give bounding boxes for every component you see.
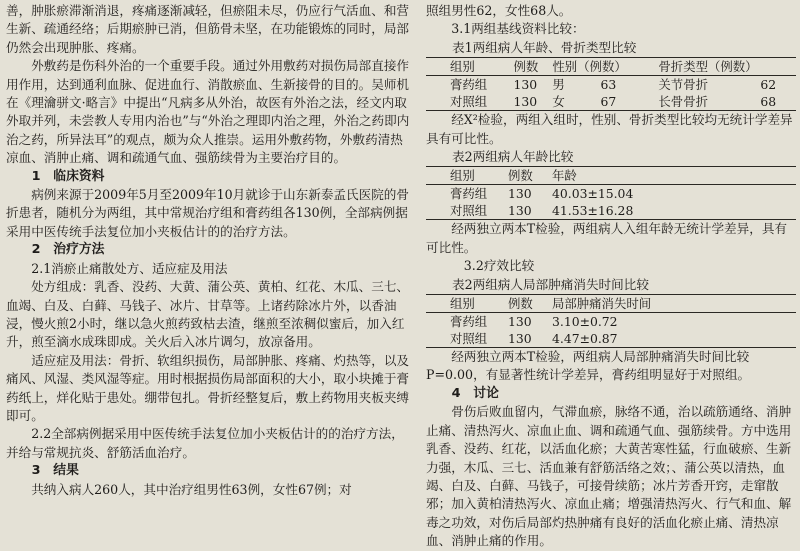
paragraph: 照组男性62，女性68人。 [426,3,572,18]
paragraph: 处方组成：乳香、没药、大黄、蒲公英、黄柏、红花、木瓜、三七、血竭、白及、白藓、马钱子、冰片、甘草等。上诸药除冰片外，以香油浸，慢火煎2小时，继以急火煎药致枯去渣，继煎至浓稠似蜜后，加入红升，煎至滴水成珠即成。关火后入冰片调匀，放凉备用。 [6,279,409,350]
table-row [426,330,796,348]
table-row [426,202,796,220]
table-cell: 关节骨折 [658,77,708,93]
table-cell: 膏药组 [450,77,488,93]
table-title: 表1两组病人年龄、骨折类型比较 [452,39,637,55]
paragraph: 共纳入病人260人，其中治疗组男性63例，女性67例；对 [31,481,352,497]
section-heading: 1 临床资料 [31,168,105,184]
table-cell: 62 [760,77,777,93]
table-header-cell: 组别 [426,295,506,313]
table-cell: 对照组 [450,94,488,110]
table-cell: 40.03±15.04 [552,186,634,202]
table-cell: 4.47±0.87 [552,331,618,347]
table-cell: 膏药组 [450,314,488,330]
table-cell: 3.10±0.72 [552,314,618,330]
table-header-cell: 性别（例数） [550,58,656,76]
table-cell: 68 [760,94,777,110]
subsection-heading: 3.2疗效比较 [463,258,535,274]
table-age-fracture-type [426,57,796,111]
paragraph: 外敷药是伤科外治的一个重要手段。通过外用敷药对损伤局部直接作用作用，达到通利血脉、促进血行、消散瘀血、生新接骨的目的。吴师机在《理瀹骈文·略言》中提出“凡病多从外治，故医有外治之法，经文内取外取并列，未尝教人专用内治也”与“外治之理即内治之理，外治之药即内治之药，所异法耳”的观点，颇为众人推崇。运用外敷药物，外敷药清热凉血、消肿止痛、调和疏通气血、强筋续骨为主要治疗目的。 [6,58,410,166]
paragraph: 善，肿胀瘀滞渐消退，疼痛逐渐减轻，但瘀阻未尽，仍应行气活血、和营生新、疏通经络；后期瘀肿已消，但筋骨未坚，在功能锻炼的同时，局部仍然会出现肿胀、疼痛。 [6,3,409,55]
table-cell: 130 [508,203,532,219]
subsection-heading: 3.1两组基线资料比较： [451,21,585,37]
table-cell: 对照组 [450,203,488,219]
section-heading: 4 讨论 [451,385,499,401]
table-cell: 67 [600,94,617,110]
paragraph: 经X²检验，两组入组时，性别、骨折类型比较均无统计学差异具有可比性。 [426,112,793,146]
table-cell: 长骨骨折 [658,94,708,110]
table-header-row [426,58,796,76]
table-header-cell: 例数 [506,295,550,313]
table-header-cell: 局部肿痛消失时间 [550,295,796,313]
table-swelling-time [426,294,796,348]
paragraph: 适应症及用法：骨折、软组织损伤，局部肿胀、疼痛、灼热等，以及痛风、风湿、类风湿等症。用时根据损伤局部面积的大小，取小块摊于膏药纸上，烊化贴于患处。绷带包扎。骨折经整复后，敷上药物用夹板夹缚即可。 [6,352,409,423]
table-header-cell: 组别 [426,58,511,76]
table-title: 表2两组病人年龄比较 [452,149,574,165]
paragraph: 骨伤后败血留内，气滞血瘀，脉络不通，治以疏筋通络、消肿止痛、清热泻火、凉血止血、调和疏通气血、强筋续骨。方中选用乳香、没药、红花，以活血化瘀；大黄苦寒性猛，行血破瘀、生新力强，木瓜、三七、活血兼有舒筋活络之效；、蒲公英以清热，血竭、白及、白藓、马钱子，可接骨续筋；冰片芳香开窍，走窜散邪；加入黄柏清热泻火、凉血止痛；增强清热泻火、行气和血、解毒之功效，对伤后局部灼热肿痛有良好的活血化瘀止痛、清热凉血、消肿止痛的作用。 [426,404,792,549]
table-cell: 41.53±16.28 [552,203,634,219]
paragraph: 经两独立两本T检验，两组病人局部肿痛消失时间比较P=0.00，有显著性统计学差异，膏药组明显好于对照组。 [426,349,751,383]
table-cell: 63 [600,77,617,93]
table-header-cell: 组别 [426,167,506,185]
paragraph: 经两独立两本T检验，两组病人入组年龄无统计学差异，具有可比性。 [426,221,788,255]
table-cell: 130 [508,186,532,202]
table-cell: 130 [508,331,532,347]
table-cell: 男 [552,77,565,93]
table-cell: 130 [513,77,538,93]
table-cell: 对照组 [450,331,488,347]
table-title: 表2两组病人局部肿痛消失时间比较 [452,276,649,292]
table-cell: 女 [552,94,565,110]
section-heading: 2 治疗方法 [31,242,105,258]
table-header-row [426,295,796,313]
table-header-cell: 例数 [506,167,550,185]
table-row [426,313,796,331]
table-row [426,185,796,203]
table-cell: 膏药组 [450,186,488,202]
table-age [426,166,796,220]
subsection-heading: 2.1消瘀止痛散处方、适应症及用法 [31,260,228,276]
paragraph: 2.2全部病例据采用中医传统手法复位加小夹板估计的的治疗方法，并给与常规抗炎、舒筋活血治疗。 [6,426,404,460]
table-cell: 130 [508,314,532,330]
table-header-row [426,167,796,185]
table-header-cell: 例数 [511,58,550,76]
right-column [426,2,796,551]
table-header-cell: 年龄 [550,167,796,185]
section-heading: 3 结果 [31,463,79,479]
table-header-cell: 骨折类型（例数） [656,58,796,76]
table-cell: 130 [513,94,538,110]
table-row [426,76,796,94]
table-row [426,93,796,111]
left-column [6,2,412,499]
paragraph: 病例来源于2009年5月至2009年10月就诊于山东新泰孟氏医院的骨折患者，随机分为两组，其中常规治疗组和膏药组各130例，全部病例据采用中医传统手法复位加小夹板估计的的治疗方法。 [6,187,409,239]
